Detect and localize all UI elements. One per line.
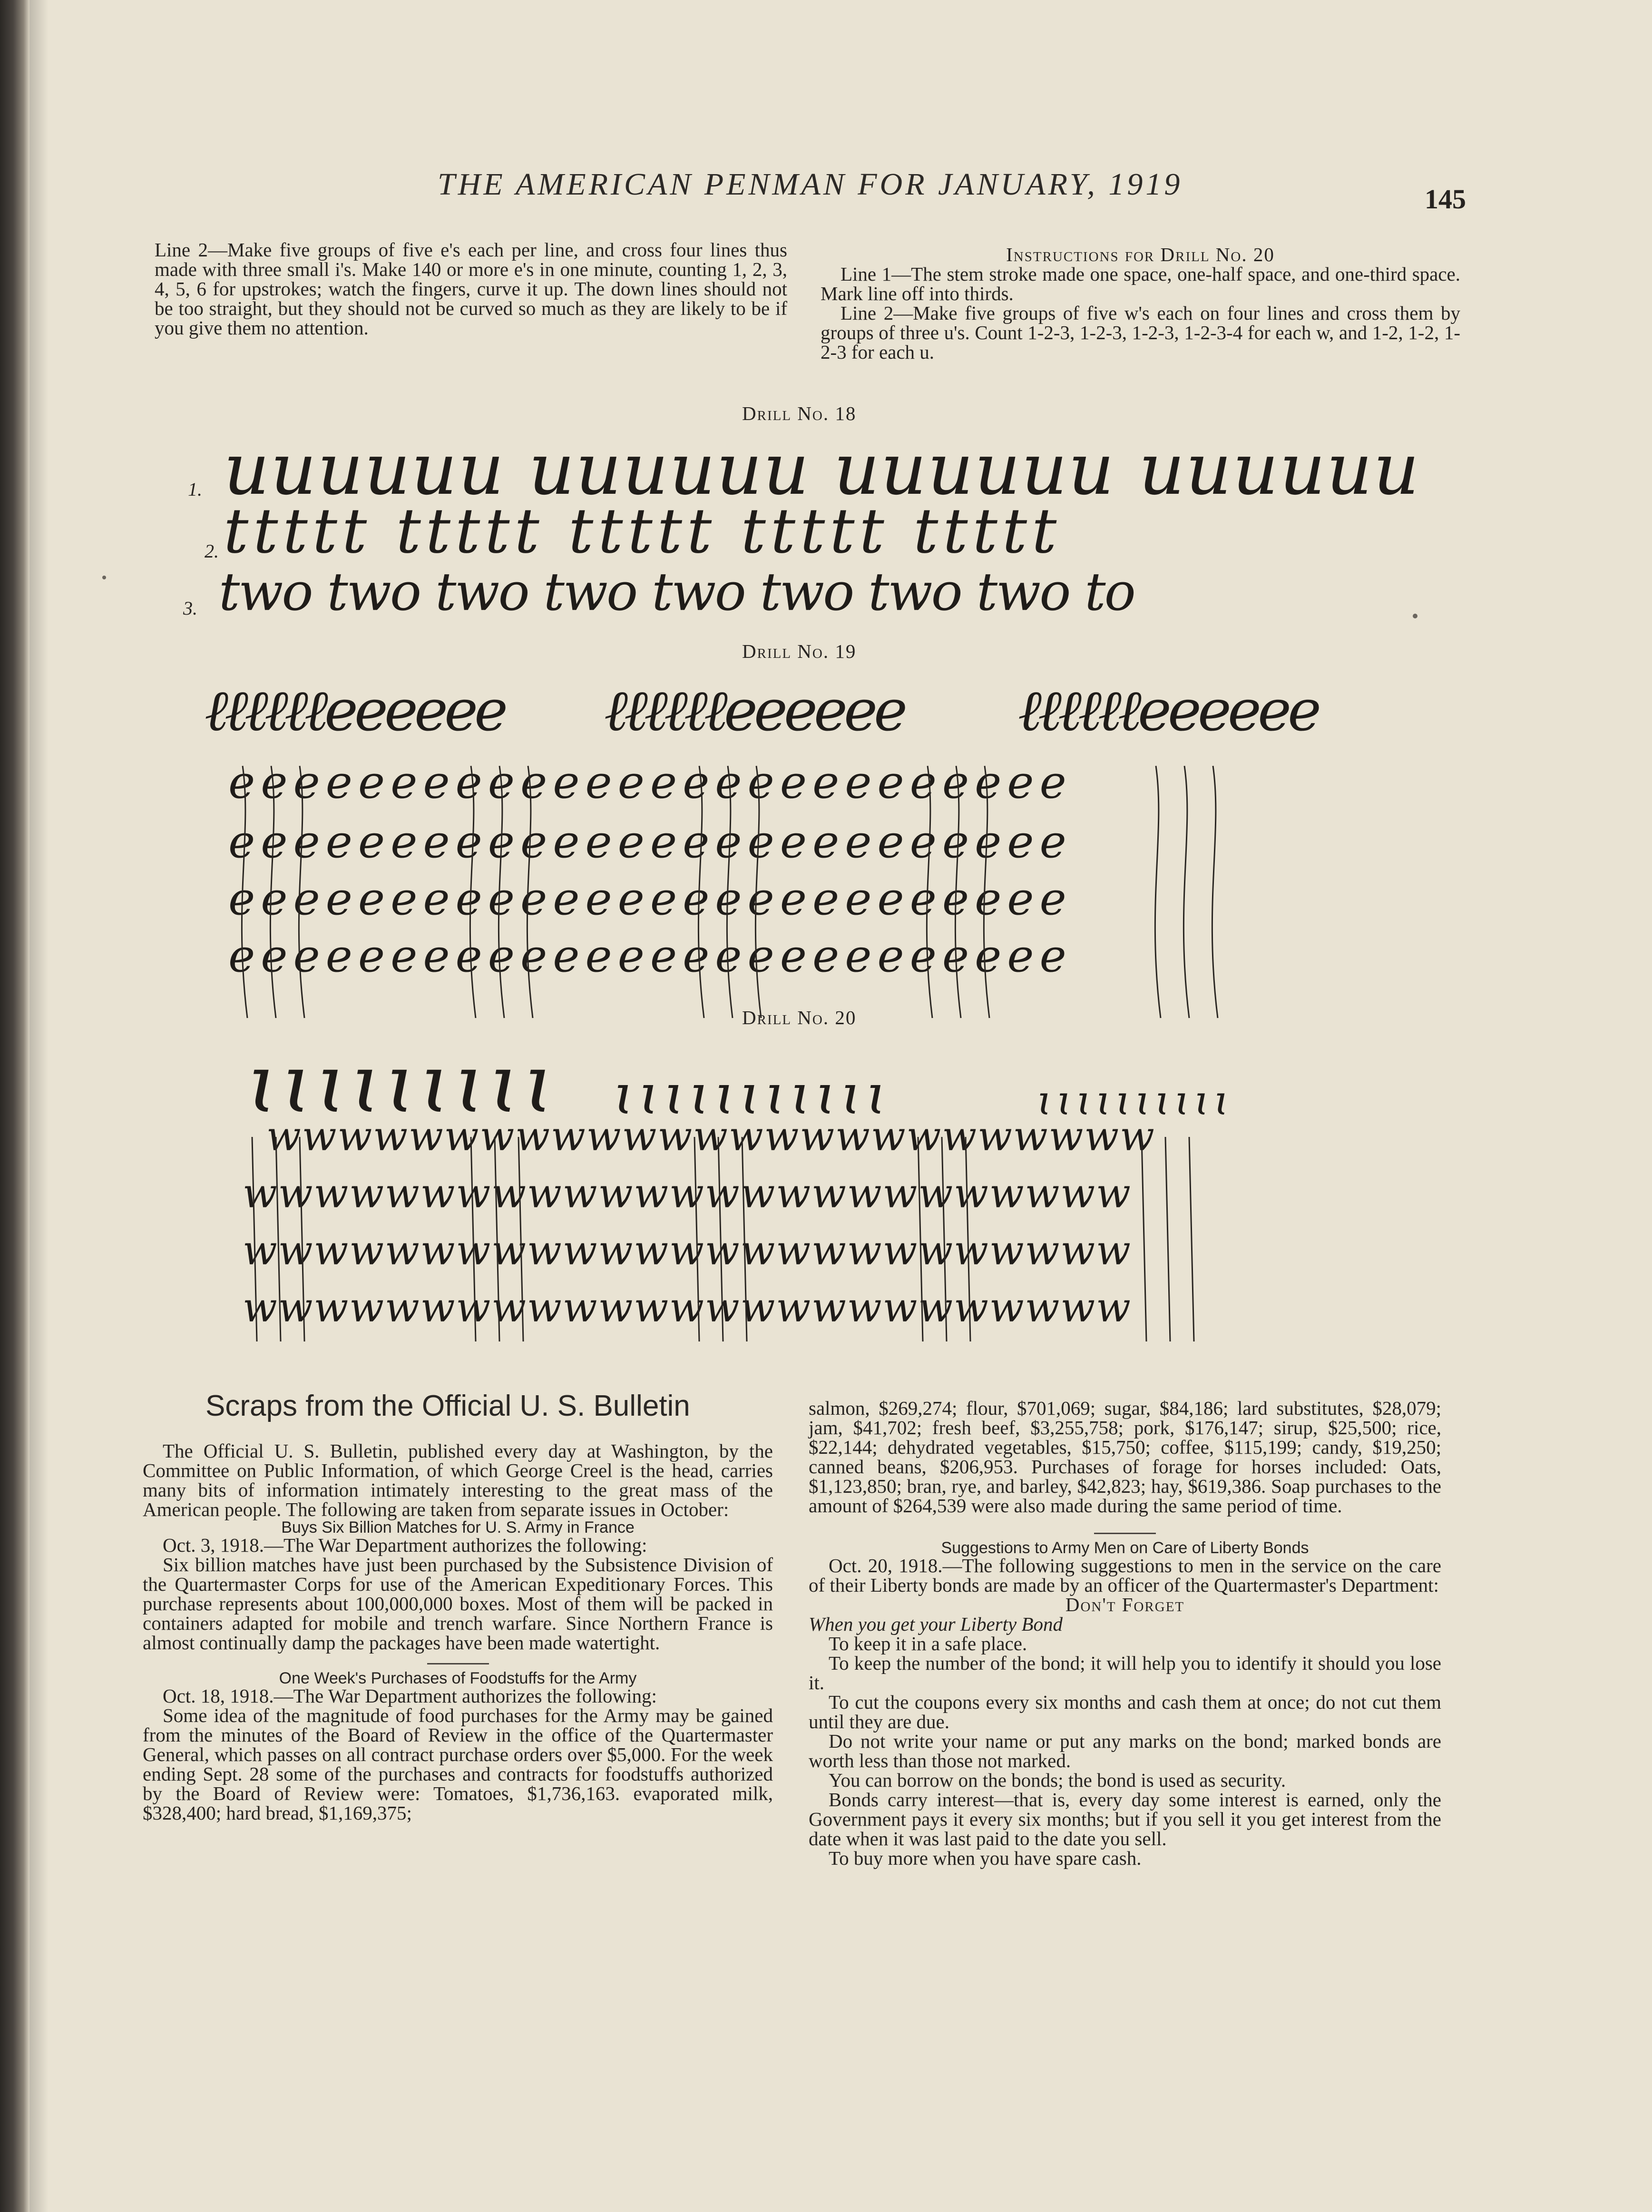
drill19-loops-3: ℓℓℓℓℓℓeeeeee	[1018, 678, 1318, 744]
drill19-line2-text: Line 2—Make five groups of five e's each per line, and cross four lines thus made with three small i's. Make 140 or more e's in one minute, counting 1, 2, 3, 4, 5, 6 for upstrokes; watch the fingers, curve it up. The down lines should not be too straight, but they should not be curved so much as they are likely to be if you give them no attention.	[155, 239, 787, 339]
matches-date: Oct. 3, 1918.—The War Department authorizes the following:	[163, 1534, 647, 1556]
drill19-loops-1: ℓℓℓℓℓℓeeeeee	[205, 678, 504, 744]
bond-tip: You can borrow on the bonds; the bond is used as security.	[829, 1769, 1286, 1791]
drill20-stems-3: ɩɩɩɩɩɩɩɩɩɩ	[1037, 1077, 1234, 1125]
drill19-crossing-strokes	[224, 761, 1413, 1028]
dont-forget-heading: Don't Forget	[1065, 1594, 1185, 1615]
drill20-instructions	[821, 245, 1460, 362]
bond-tip: To keep it in a safe place.	[829, 1633, 1027, 1654]
drill20-w-row-1: wwwwwwwwwwwwwwwwwwwwwwwww	[266, 1113, 1155, 1160]
drill18-line2-script: ttttt ttttt ttttt ttttt ttttt	[224, 495, 1062, 567]
drill19-loops-2: ℓℓℓℓℓℓeeeeee	[604, 678, 904, 744]
food-body-continued: salmon, $269,274; flour, $701,069; sugar, $84,186; lard substitutes, $28,079; jam, $41,702; fresh beef, $3,255,758; pork, $176,147; sirup, $25,500; rice, $22,144; dehydrated vegetables, $15,750; coffee, $115,199; candy, $19,250; canned beans, $206,953. Purchases of forage for horses included: Oats, $1,123,850; bran, rye, and barley, $42,823; hay, $619,386. Soap purchases to the amount of $264,539 were also made during the same period of time.	[809, 1397, 1441, 1517]
article-right-column	[809, 1399, 1441, 1868]
bond-tip: Bonds carry interest—that is, every day some interest is earned, only the Government pays it every six months; but if you sell it you get interest from the date when it was last paid to the date you sell.	[809, 1789, 1441, 1850]
drill20-w-row-3: wwwwwwwwwwwwwwwwwwwwwwwww	[243, 1227, 1132, 1274]
bond-tip: To cut the coupons every six months and cash them at once; do not cut them until they are due.	[809, 1691, 1441, 1732]
drill18-line3-script: two two two two two two two two to	[219, 561, 1134, 622]
drill20-line1-text: Line 1—The stem stroke made one space, one-half space, and one-third space. Mark line off into thirds.	[821, 263, 1460, 304]
page-number: 145	[1425, 184, 1466, 215]
drill20-w-row-2: wwwwwwwwwwwwwwwwwwwwwwwww	[243, 1170, 1132, 1217]
section-divider	[1094, 1533, 1156, 1534]
bonds-intro: Oct. 20, 1918.—The following suggestions to men in the service on the care of their Liberty bonds are made by an officer of the Quartermaster's Department:	[809, 1555, 1441, 1596]
drill18-line1-script: uuuuuu uuuuuu uuuuuu uuuuuu	[224, 428, 1420, 511]
drill19-e-row-2: eeeeeeeeeeeeeeeeeeeeeeeeee	[228, 816, 1072, 868]
when-bond-subheading: When you get your Liberty Bond	[809, 1613, 1063, 1635]
food-body: Some idea of the magnitude of food purchases for the Army may be gained from the minutes of the Board of Review in the office of the Quartermaster General, which passes on all contract purchase orders over $5,000. For the week ending Sept. 28 some of the purchases and contracts for foodstuffs authorized by the Board of Review were: Tomatoes, $1,736,163. evaporated milk, $328,400; hard bread, $1,169,375;	[143, 1704, 773, 1824]
drill20-heading: Drill No. 20	[742, 1007, 857, 1028]
drill20-stems-2: ɩɩɩɩɩɩɩɩɩɩɩ	[614, 1063, 891, 1127]
article-intro: The Official U. S. Bulletin, published every day at Washington, by the Committee on Public Information, of which George Creel is the head, carries many bits of information intimately interesting to the great mass of the American people. The following are taken from separate issues in October:	[143, 1440, 773, 1520]
drill19-instructions	[155, 240, 787, 338]
bonds-heading: Suggestions to Army Men on Care of Liberty Bonds	[941, 1539, 1309, 1557]
article-left-column	[143, 1441, 773, 1823]
drill18-label-3: 3.	[183, 597, 197, 619]
drill20-stems-1: ɩɩɩɩɩɩɩɩɩ	[247, 1037, 558, 1131]
bond-tip: To keep the number of the bond; it will help you to identify it should you lose it.	[809, 1652, 1441, 1693]
drill20-line2-text: Line 2—Make five groups of five w's each on four lines and cross them by groups of three u's. Count 1-2-3, 1-2-3, 1-2-3, 1-2-3-4 for each w, and 1-2, 1-2, 1-2-3 for each u.	[821, 302, 1460, 363]
drill19-heading: Drill No. 19	[742, 640, 857, 662]
running-header: THE AMERICAN PENMAN FOR JANUARY, 1919	[438, 167, 1183, 202]
drill19-e-row-3: eeeeeeeeeeeeeeeeeeeeeeeeee	[228, 873, 1072, 925]
drill20-crossing-strokes	[238, 1132, 1403, 1351]
drill19-e-row-4: eeeeeeeeeeeeeeeeeeeeeeeeee	[228, 930, 1072, 982]
matches-body: Six billion matches have just been purchased by the Subsistence Division of the Quartermaster Corps for use of the American Expeditionary Forces. This purchase represents about 100,000,000 boxes. Most of them will be packed in containers adapted for mobile and trench warfare. Since Northern France is almost continually damp the packages have been made watertight.	[143, 1554, 773, 1654]
book-binding-shadow	[0, 0, 29, 2212]
drill20-instructions-heading: Instructions for Drill No. 20	[1006, 244, 1275, 265]
bond-tip: To buy more when you have spare cash.	[829, 1847, 1142, 1869]
drill18-heading: Drill No. 18	[742, 402, 857, 424]
page-speck	[1413, 614, 1417, 618]
section-divider	[427, 1663, 489, 1664]
drill18-label-2: 2.	[205, 540, 219, 562]
food-date: Oct. 18, 1918.—The War Department authorizes the following:	[163, 1685, 657, 1707]
page-gutter-shadow	[29, 0, 49, 2212]
bond-tip: Do not write your name or put any marks on the bond; marked bonds are worth less than those not marked.	[809, 1730, 1441, 1772]
page-speck	[102, 576, 106, 579]
drill20-w-row-4: wwwwwwwwwwwwwwwwwwwwwwwww	[243, 1284, 1132, 1331]
article-title: Scraps from the Official U. S. Bulletin	[205, 1390, 690, 1422]
drill19-e-row-1: eeeeeeeeeeeeeeeeeeeeeeeeee	[228, 756, 1072, 809]
food-heading: One Week's Purchases of Foodstuffs for the Army	[279, 1669, 637, 1687]
drill18-label-1: 1.	[188, 479, 202, 500]
matches-heading: Buys Six Billion Matches for U. S. Army in France	[281, 1518, 635, 1537]
